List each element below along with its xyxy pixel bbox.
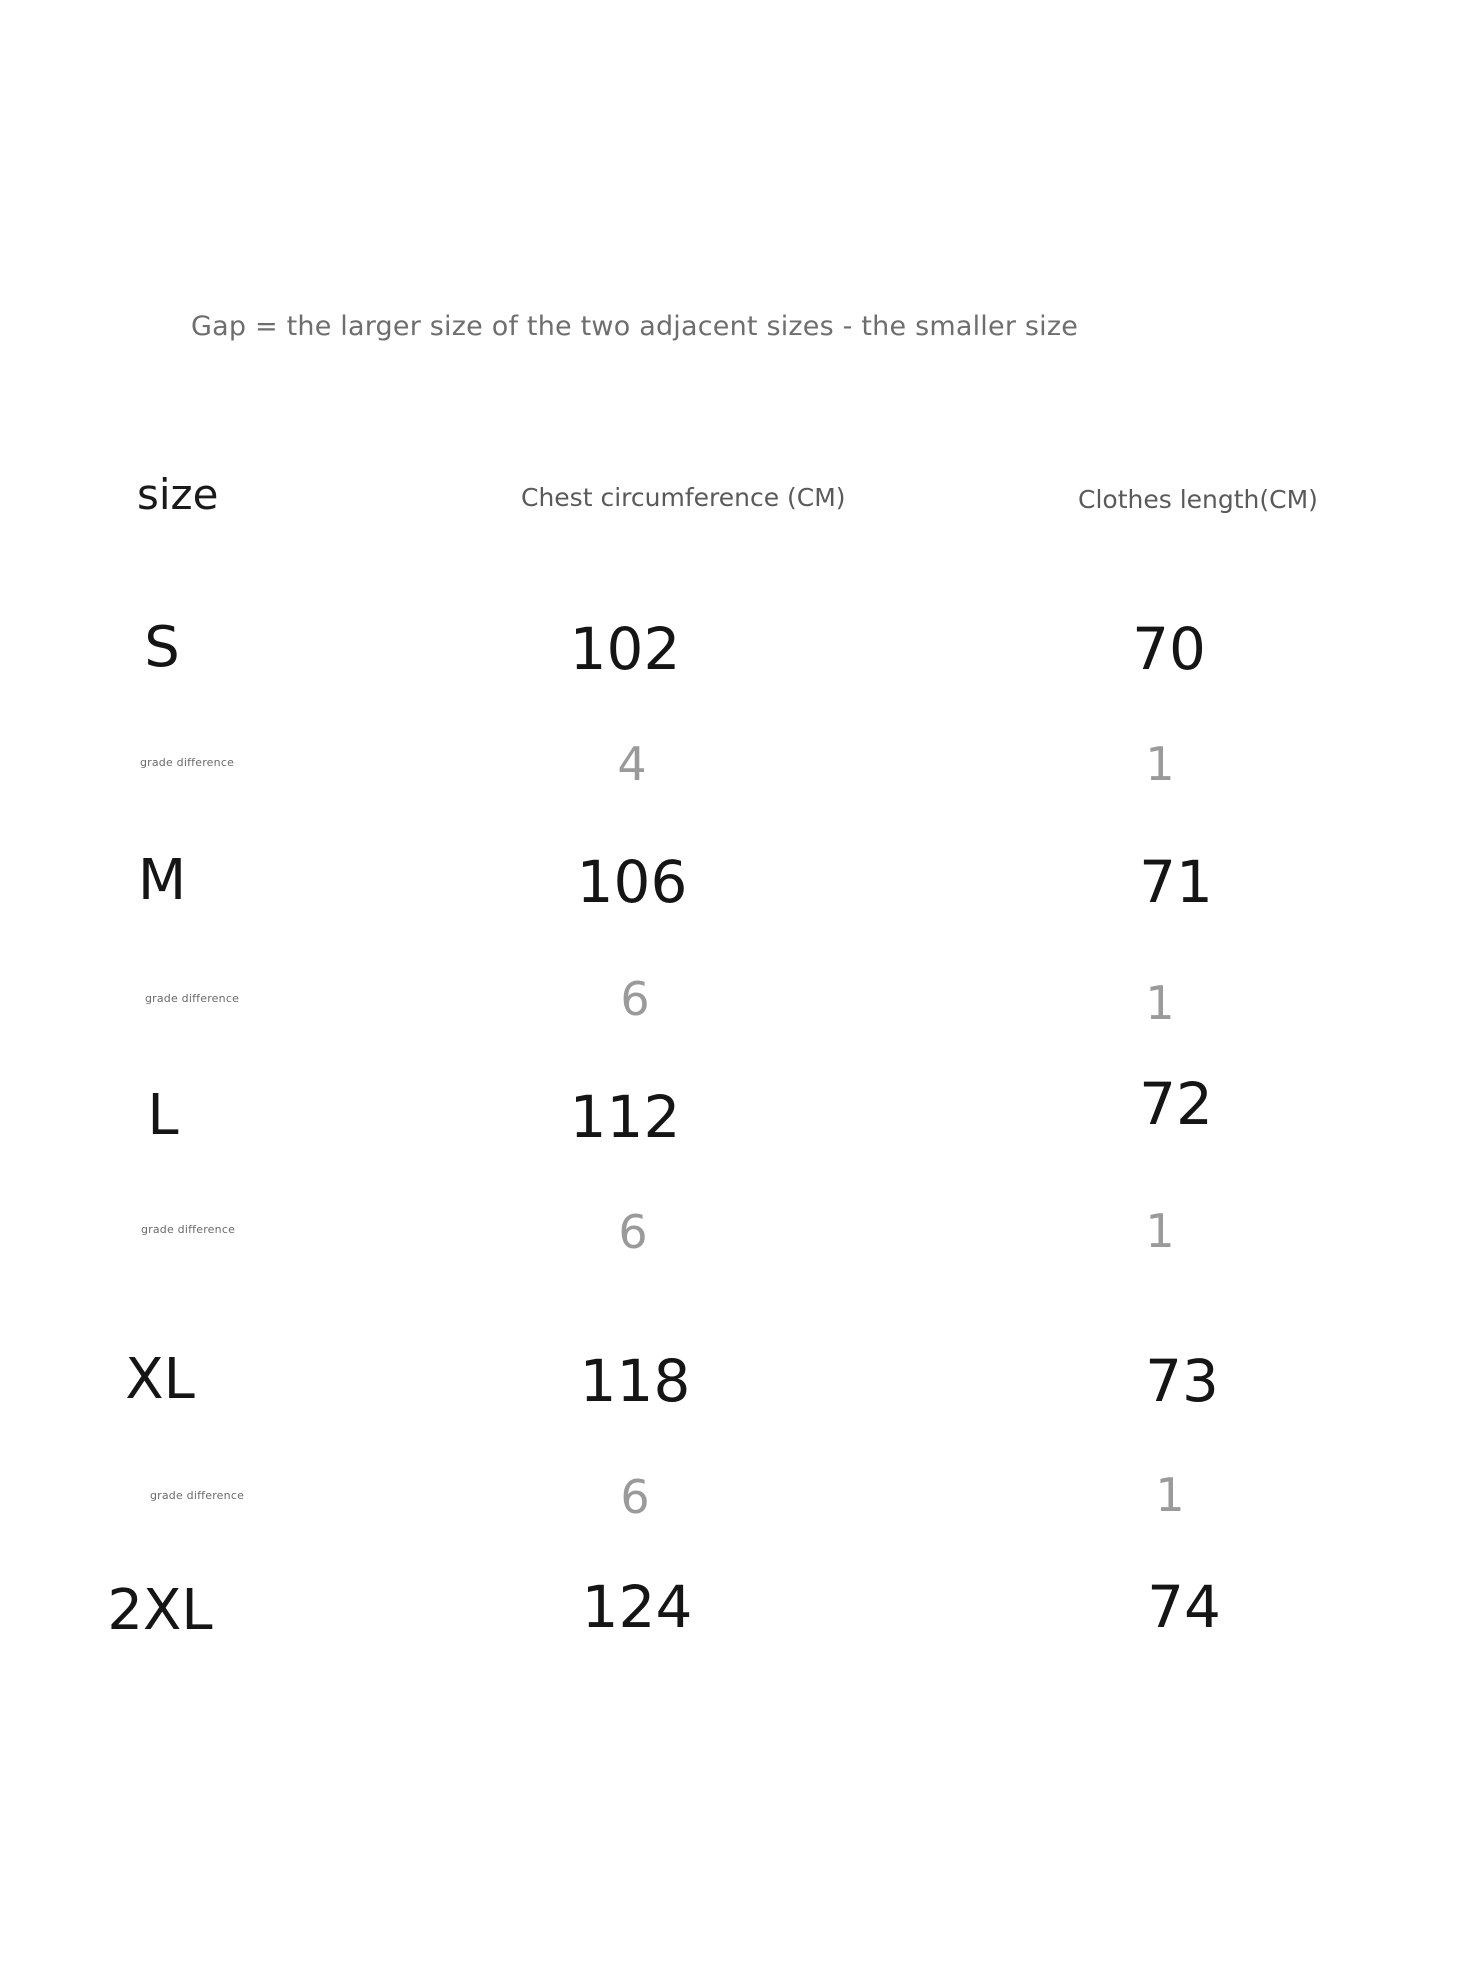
chest-value-l: 112	[569, 1083, 681, 1151]
gap-definition-note: Gap = the larger size of the two adjacent sizes - the smaller size	[191, 311, 1079, 342]
length-difference-1: 1	[1145, 737, 1175, 791]
length-difference-3: 1	[1145, 1204, 1175, 1258]
chest-difference-3: 6	[618, 1205, 648, 1259]
length-value-m: 71	[1139, 848, 1213, 916]
size-label-l: L	[147, 1083, 179, 1148]
size-label-xl: XL	[125, 1347, 195, 1412]
length-value-2xl: 74	[1147, 1573, 1221, 1641]
header-chest-circumference: Chest circumference (CM)	[521, 483, 846, 512]
size-label-s: S	[144, 615, 180, 680]
length-value-s: 70	[1132, 615, 1206, 683]
chest-value-m: 106	[576, 848, 688, 916]
chest-value-2xl: 124	[581, 1573, 693, 1641]
chest-value-xl: 118	[579, 1347, 691, 1415]
length-value-l: 72	[1139, 1070, 1213, 1138]
chest-value-s: 102	[569, 615, 681, 683]
grade-difference-label: grade difference	[149, 1489, 245, 1502]
length-value-xl: 73	[1145, 1347, 1219, 1415]
size-label-2xl: 2XL	[107, 1578, 213, 1643]
grade-difference-label: grade difference	[139, 756, 235, 769]
length-difference-4: 1	[1155, 1468, 1185, 1522]
length-difference-2: 1	[1145, 976, 1175, 1030]
header-size: size	[137, 470, 219, 519]
chest-difference-2: 6	[620, 972, 650, 1026]
header-clothes-length: Clothes length(CM)	[1078, 485, 1318, 514]
size-label-m: M	[137, 848, 187, 913]
grade-difference-label: grade difference	[140, 1223, 236, 1236]
chest-difference-1: 4	[617, 737, 647, 791]
grade-difference-label: grade difference	[144, 992, 240, 1005]
chest-difference-4: 6	[620, 1470, 650, 1524]
